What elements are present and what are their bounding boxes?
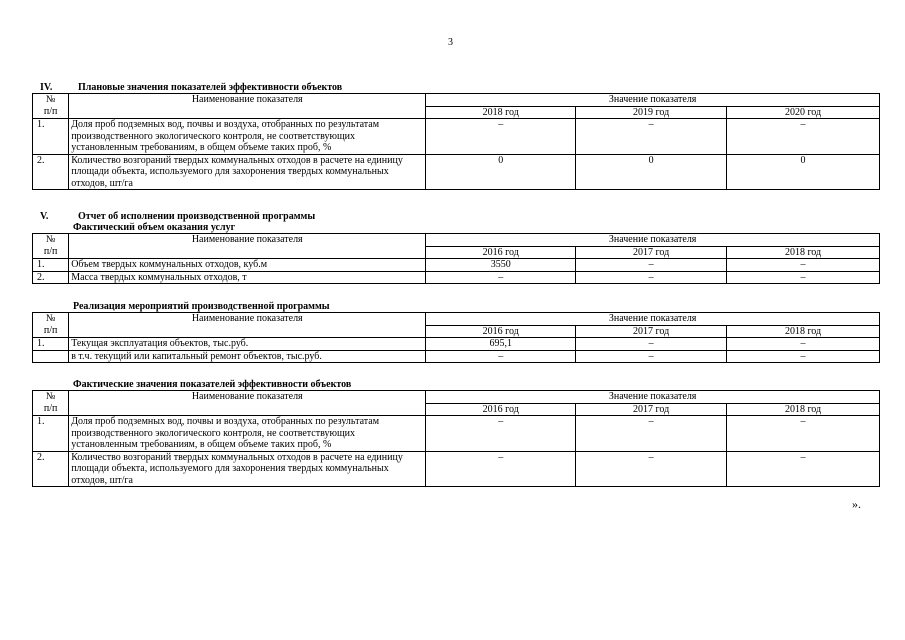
header-num: №	[33, 94, 69, 107]
table-row	[33, 154, 880, 190]
header-num2: п/п	[33, 246, 69, 259]
row-value: –	[576, 259, 727, 272]
row-value: –	[576, 416, 727, 452]
row-value: –	[426, 271, 576, 284]
section-v-roman: V.	[40, 211, 49, 222]
row-value: 0	[426, 154, 576, 190]
year-header: 2017 год	[576, 246, 727, 259]
row-number: 1.	[33, 119, 69, 155]
row-value: –	[727, 338, 880, 351]
header-num: №	[33, 391, 69, 404]
row-name: в т.ч. текущий или капитальный ремонт объектов, тыс.руб.	[69, 350, 426, 363]
table-header-row	[33, 234, 880, 247]
program-measures-title: Реализация мероприятий производственной программы	[73, 301, 330, 312]
row-value: –	[426, 350, 576, 363]
section-v-heading	[32, 211, 880, 222]
row-number: 2.	[33, 271, 69, 284]
table-header-row	[33, 391, 880, 404]
row-value: –	[727, 350, 880, 363]
actual-indicators-table	[32, 390, 880, 487]
header-num2: п/п	[33, 325, 69, 338]
row-value: 0	[727, 154, 880, 190]
row-number	[33, 350, 69, 363]
table-header-row	[33, 246, 880, 259]
header-name-blank	[69, 106, 426, 119]
row-value: –	[727, 416, 880, 452]
year-header: 2018 год	[727, 246, 880, 259]
row-value: –	[426, 416, 576, 452]
year-header: 2018 год	[727, 403, 880, 416]
year-header: 2016 год	[426, 325, 576, 338]
section-v	[32, 211, 880, 284]
row-name: Масса твердых коммунальных отходов, т	[69, 271, 426, 284]
section-iv-heading	[32, 82, 880, 93]
header-name-blank	[69, 403, 426, 416]
program-measures-table	[32, 312, 880, 363]
row-name: Текущая эксплуатация объектов, тыс.руб.	[69, 338, 426, 351]
section-iv	[32, 82, 880, 190]
table-header-row	[33, 325, 880, 338]
header-num: №	[33, 234, 69, 247]
row-value: –	[727, 271, 880, 284]
row-value: 3550	[426, 259, 576, 272]
year-header: 2018 год	[727, 325, 880, 338]
row-value: –	[576, 451, 727, 487]
row-number: 1.	[33, 416, 69, 452]
year-header: 2017 год	[576, 403, 727, 416]
row-value: –	[426, 451, 576, 487]
services-volume-title: Фактический объем оказания услуг	[73, 222, 236, 233]
header-name-blank	[69, 325, 426, 338]
header-num2: п/п	[33, 403, 69, 416]
year-header: 2017 год	[576, 325, 727, 338]
row-value: –	[426, 119, 576, 155]
year-header: 2016 год	[426, 246, 576, 259]
row-name: Доля проб подземных вод, почвы и воздуха, отобранных по результатам производственного экологического контроля, не соответствующих установленным требованиям, в общем объеме таких проб, %	[69, 416, 426, 452]
header-name: Наименование показателя	[69, 391, 426, 404]
header-value: Значение показателя	[426, 234, 880, 247]
table-row	[33, 271, 880, 284]
row-value: –	[576, 338, 727, 351]
header-value: Значение показателя	[426, 94, 880, 107]
row-number: 2.	[33, 451, 69, 487]
page-number: 3	[448, 37, 453, 48]
row-name: Объем твердых коммунальных отходов, куб.м	[69, 259, 426, 272]
actual-indicators-title: Фактические значения показателей эффективности объектов	[73, 379, 352, 390]
row-value: –	[727, 259, 880, 272]
row-value: –	[727, 119, 880, 155]
header-name: Наименование показателя	[69, 234, 426, 247]
row-value: –	[576, 119, 727, 155]
row-name: Количество возгораний твердых коммунальных отходов в расчете на единицу площади объекта, используемого для захоронения твердых коммунальных отходов, шт/га	[69, 154, 426, 190]
row-value: –	[727, 451, 880, 487]
table-row	[33, 259, 880, 272]
row-value: –	[576, 271, 727, 284]
row-number: 1.	[33, 338, 69, 351]
header-value: Значение показателя	[426, 391, 880, 404]
section-v-title: Отчет об исполнении производственной программы	[78, 211, 316, 222]
planned-indicators-table	[32, 93, 880, 190]
actual-indicators	[32, 379, 880, 487]
header-num: №	[33, 313, 69, 326]
header-name: Наименование показателя	[69, 313, 426, 326]
table-header-row	[33, 403, 880, 416]
year-header: 2019 год	[576, 106, 727, 119]
row-number: 1.	[33, 259, 69, 272]
table-row	[33, 338, 880, 351]
table-header-row	[33, 94, 880, 107]
row-value: 695,1	[426, 338, 576, 351]
table-row	[33, 451, 880, 487]
table-row	[33, 119, 880, 155]
year-header: 2016 год	[426, 403, 576, 416]
section-iv-roman: IV.	[40, 82, 53, 93]
table-header-row	[33, 313, 880, 326]
row-name: Количество возгораний твердых коммунальных отходов в расчете на единицу площади объекта, используемого для захоронения твердых коммунальных отходов, шт/га	[69, 451, 426, 487]
year-header: 2020 год	[727, 106, 880, 119]
row-value: –	[576, 350, 727, 363]
header-name-blank	[69, 246, 426, 259]
header-name: Наименование показателя	[69, 94, 426, 107]
row-name: Доля проб подземных вод, почвы и воздуха, отобранных по результатам производственного экологического контроля, не соответствующих установленным требованиям, в общем объеме таких проб, %	[69, 119, 426, 155]
closing-quote-mark: ».	[852, 497, 861, 511]
row-number: 2.	[33, 154, 69, 190]
table-row	[33, 350, 880, 363]
row-value: 0	[576, 154, 727, 190]
program-measures	[32, 301, 880, 363]
year-header: 2018 год	[426, 106, 576, 119]
header-num2: п/п	[33, 106, 69, 119]
header-value: Значение показателя	[426, 313, 880, 326]
section-iv-title: Плановые значения показателей эффективности объектов	[78, 82, 343, 93]
services-volume-table	[32, 233, 880, 284]
table-header-row	[33, 106, 880, 119]
table-row	[33, 416, 880, 452]
